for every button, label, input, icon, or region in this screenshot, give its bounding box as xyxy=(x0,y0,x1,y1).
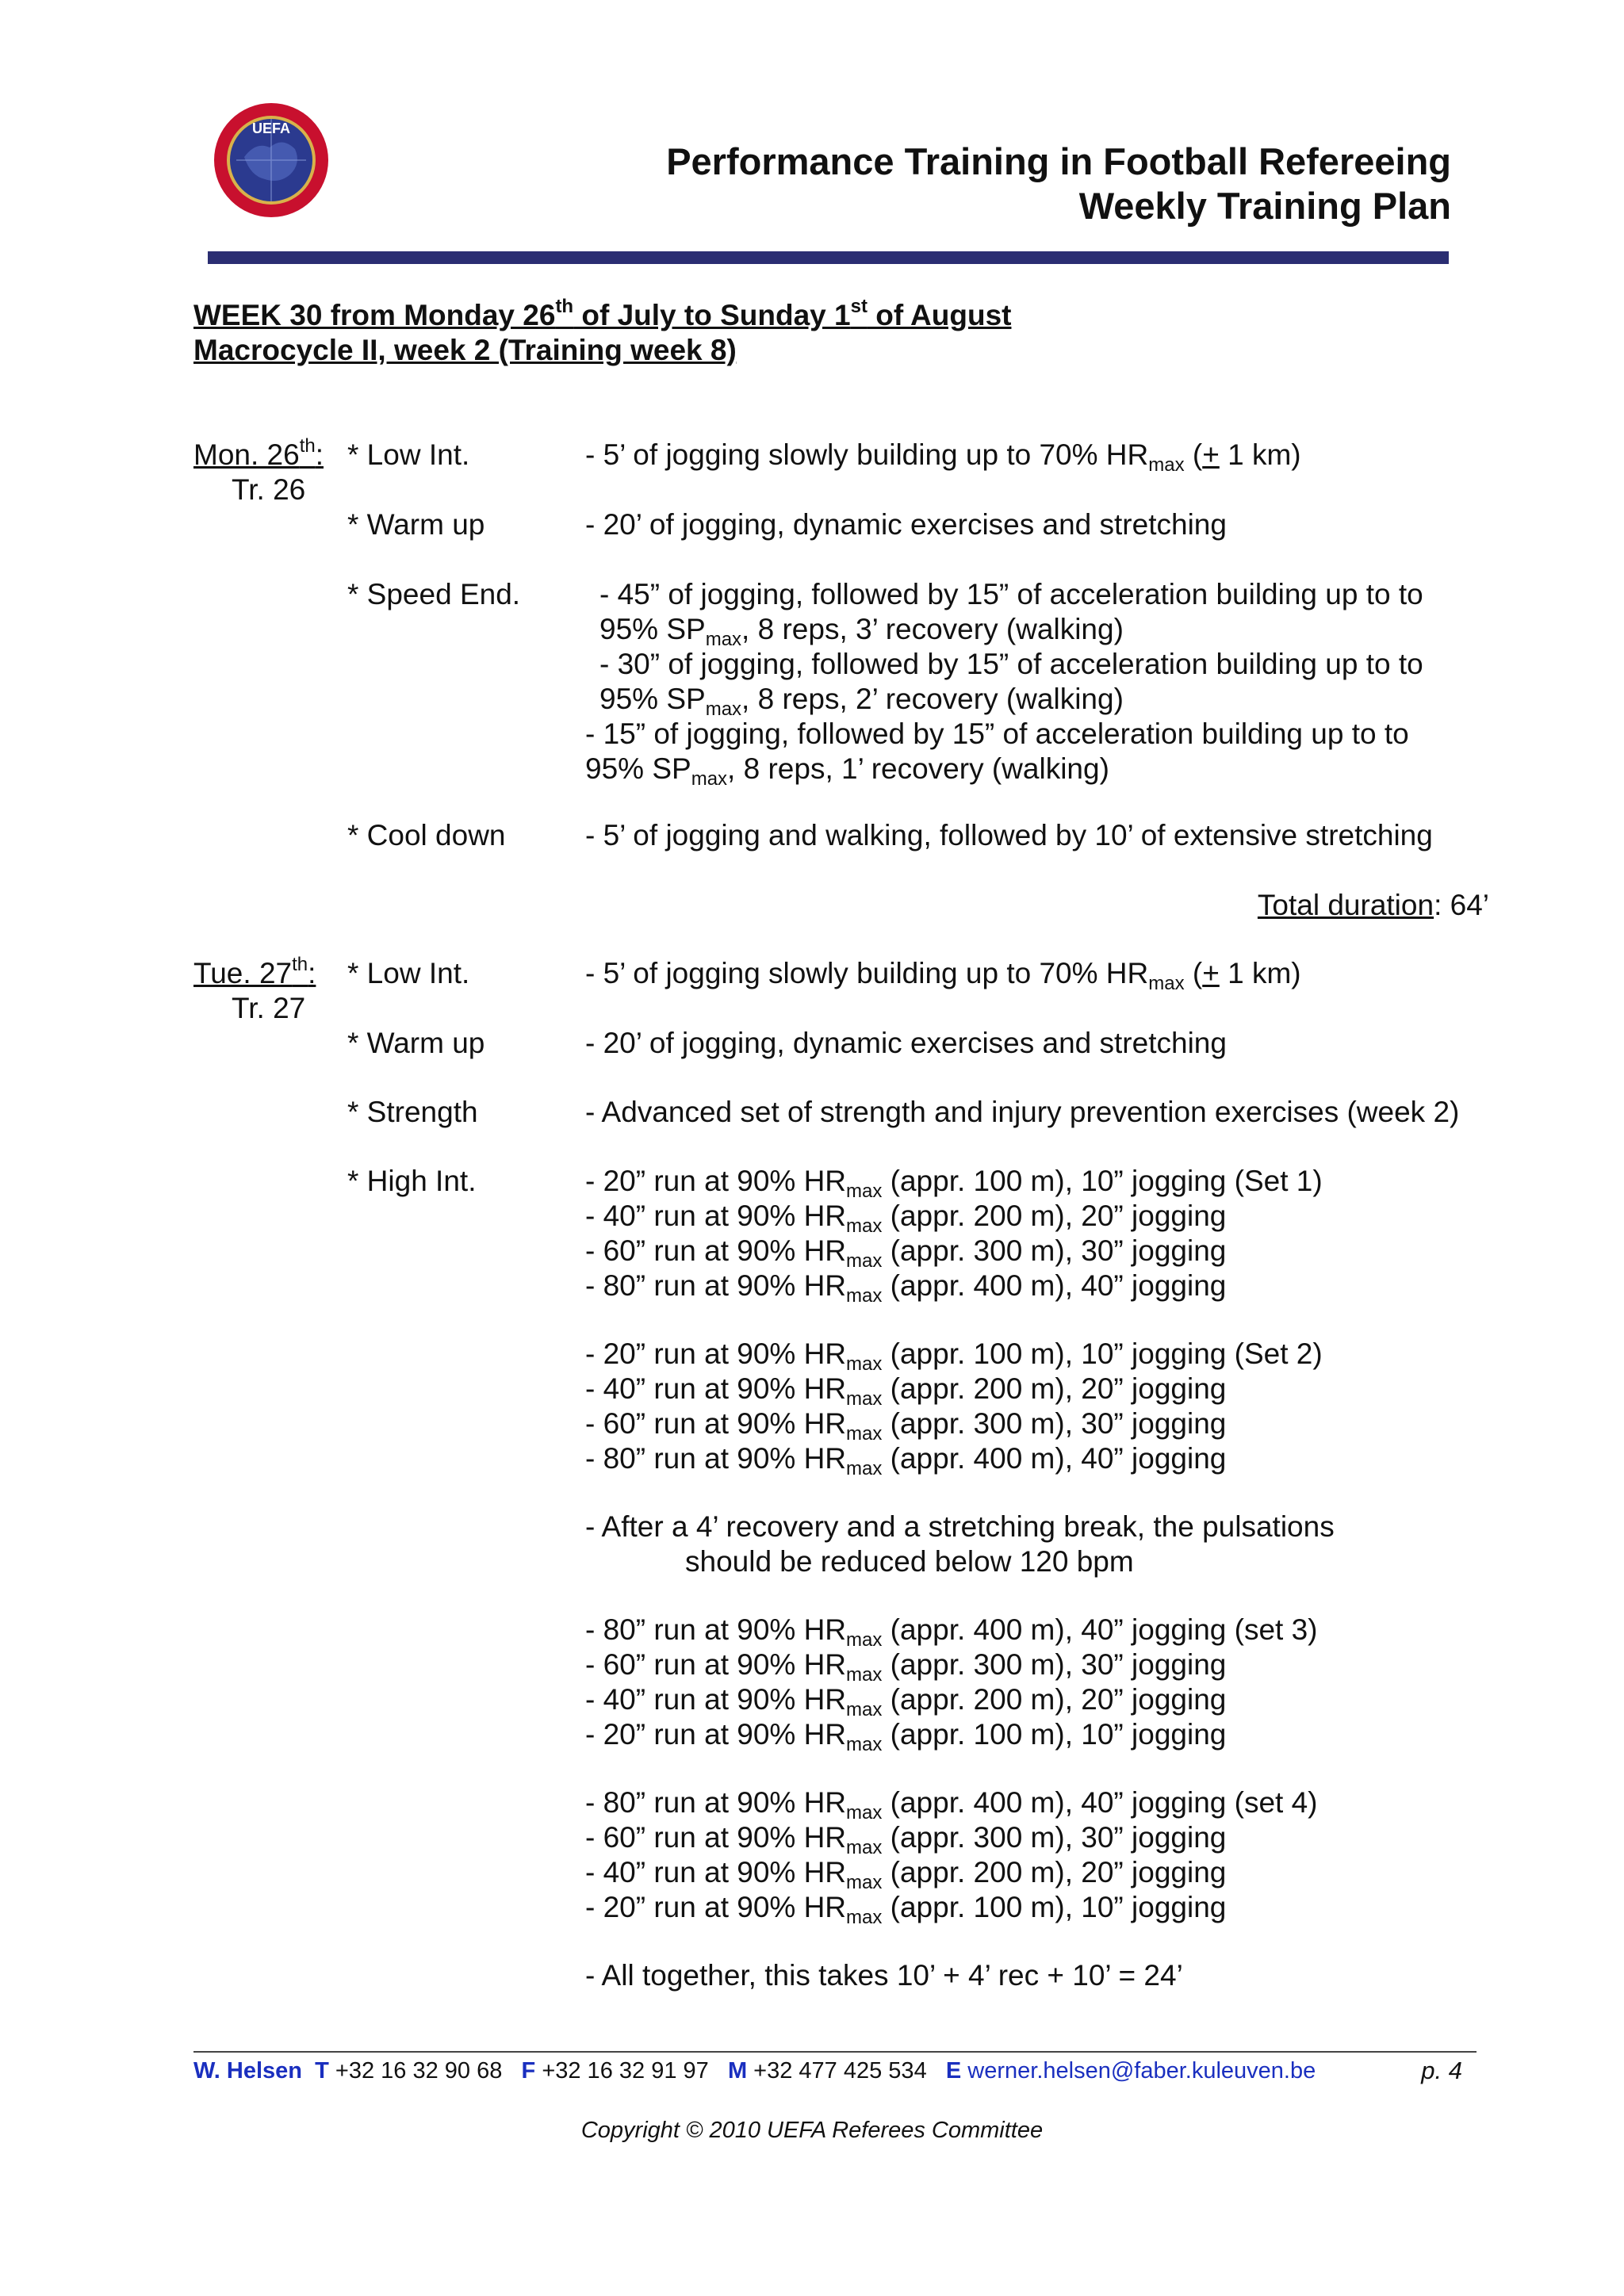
run-line: - 20” run at 90% $HR_{max}$ (appr. 100 m), 10” jogging (Set 1) xyxy=(585,1165,1323,1202)
tuesday-high-label: * High Int. xyxy=(347,1165,477,1197)
monday-speed-line-5: - 15” of jogging, followed by 15” of acceleration building up to to xyxy=(585,718,1409,750)
monday-low-text: - 5’ of jogging slowly building up to 70% $HR_{max}$ (+ 1 km) xyxy=(585,438,1301,476)
title-line-2: Weekly Training Plan xyxy=(1078,185,1451,227)
email-link[interactable]: werner.helsen@faber.kuleuven.be xyxy=(967,2058,1316,2084)
run-line: - 40” run at 90% $HR_{max}$ (appr. 200 m), 20” jogging xyxy=(585,1200,1227,1237)
run-line: - 20” run at 90% $HR_{max}$ (appr. 100 m), 10” jogging xyxy=(585,1718,1227,1755)
run-line: - 60” run at 90% $HR_{max}$ (appr. 300 m), 30” jogging xyxy=(585,1821,1227,1858)
run-line: - 40” run at 90% $HR_{max}$ (appr. 200 m), 20” jogging xyxy=(585,1856,1227,1893)
week-line-1: WEEK 30 from Monday 26th of July to Sunday 1st of August xyxy=(193,296,1012,331)
header-rule xyxy=(208,251,1449,264)
monday-total-duration: Total duration: 64’ xyxy=(1257,889,1489,921)
phone: +32 16 32 90 68 xyxy=(335,2058,503,2084)
footer-contact: W. Helsen T +32 16 32 90 68 F +32 16 32 91 97 M +32 477 425 534 E werner.helsen@faber.kuleuven.be xyxy=(193,2058,1316,2084)
run-line: - 60” run at 90% $HR_{max}$ (appr. 300 m), 30” jogging xyxy=(585,1648,1227,1686)
monday-training-number: Tr. 26 xyxy=(232,473,306,506)
run-line: - 40” run at 90% $HR_{max}$ (appr. 200 m), 20” jogging xyxy=(585,1372,1227,1410)
tuesday-strength-label: * Strength xyxy=(347,1096,478,1128)
monday-low-label: * Low Int. xyxy=(347,438,470,471)
author-name: W. Helsen xyxy=(193,2058,302,2084)
svg-text:UEFA: UEFA xyxy=(251,121,291,136)
run-line: - 20” run at 90% $HR_{max}$ (appr. 100 m), 10” jogging (Set 2) xyxy=(585,1337,1323,1375)
monday-day-label: Mon. 26th: xyxy=(193,435,324,471)
monday-speed-line-1: - 45” of jogging, followed by 15” of acceleration building up to to xyxy=(599,578,1423,610)
mobile: +32 477 425 534 xyxy=(753,2058,927,2084)
run-line: - 60” run at 90% $HR_{max}$ (appr. 300 m), 30” jogging xyxy=(585,1407,1227,1445)
monday-speed-line-4: 95% $SP_{max}$, 8 reps, 2’ recovery (walking) xyxy=(599,683,1124,720)
run-line: - 80” run at 90% $HR_{max}$ (appr. 400 m), 40” jogging xyxy=(585,1269,1227,1307)
monday-speed-line-6: 95% $SP_{max}$, 8 reps, 1’ recovery (walking) xyxy=(585,752,1109,790)
tuesday-low-label: * Low Int. xyxy=(347,957,470,989)
tuesday-day-label: Tue. 27th: xyxy=(193,954,316,989)
monday-speed-label: * Speed End. xyxy=(347,578,521,610)
monday-warm-label: * Warm up xyxy=(347,508,485,541)
monday-speed-line-3: - 30” of jogging, followed by 15” of acceleration building up to to xyxy=(599,648,1423,680)
monday-warm-text: - 20’ of jogging, dynamic exercises and stretching xyxy=(585,508,1227,541)
week-line-2: Macrocycle II, week 2 (Training week 8) xyxy=(193,334,737,366)
uefa-logo xyxy=(213,101,330,219)
run-line: - 40” run at 90% $HR_{max}$ (appr. 200 m), 20” jogging xyxy=(585,1683,1227,1720)
run-line: - 80” run at 90% $HR_{max}$ (appr. 400 m), 40” jogging (set 3) xyxy=(585,1613,1318,1651)
monday-cool-text: - 5’ of jogging and walking, followed by 10’ of extensive stretching xyxy=(585,819,1433,851)
page-number: p. 4 xyxy=(1421,2057,1462,2084)
week-heading xyxy=(193,298,1011,368)
fax: +32 16 32 91 97 xyxy=(542,2058,709,2084)
recovery-line-1: - After a 4’ recovery and a stretching break, the pulsations xyxy=(585,1510,1335,1543)
run-line: - 60” run at 90% $HR_{max}$ (appr. 300 m), 30” jogging xyxy=(585,1234,1227,1272)
tuesday-training-number: Tr. 27 xyxy=(232,992,306,1024)
tuesday-warm-label: * Warm up xyxy=(347,1027,485,1059)
copyright: Copyright © 2010 UEFA Referees Committee xyxy=(580,2118,1044,2143)
monday-cool-label: * Cool down xyxy=(347,819,506,851)
title-line-1: Performance Training in Football Refereeing xyxy=(666,140,1451,182)
tuesday-warm-text: - 20’ of jogging, dynamic exercises and stretching xyxy=(585,1027,1227,1059)
recovery-line-2: should be reduced below 120 bpm xyxy=(685,1545,1134,1578)
run-line: - 20” run at 90% $HR_{max}$ (appr. 100 m), 10” jogging xyxy=(585,1891,1227,1928)
total-high-int: - All together, this takes 10’ + 4’ rec + 10’ = 24’ xyxy=(585,1959,1183,1992)
tuesday-low-text: - 5’ of jogging slowly building up to 70% $HR_{max}$ (+ 1 km) xyxy=(585,957,1301,994)
monday-speed-line-2: 95% $SP_{max}$, 8 reps, 3’ recovery (walking) xyxy=(599,613,1124,650)
document-title xyxy=(666,140,1451,228)
tuesday-strength-text: - Advanced set of strength and injury prevention exercises (week 2) xyxy=(585,1096,1460,1128)
run-line: - 80” run at 90% $HR_{max}$ (appr. 400 m), 40” jogging (set 4) xyxy=(585,1786,1318,1823)
footer-rule xyxy=(193,2051,1477,2053)
run-line: - 80” run at 90% $HR_{max}$ (appr. 400 m), 40” jogging xyxy=(585,1442,1227,1479)
